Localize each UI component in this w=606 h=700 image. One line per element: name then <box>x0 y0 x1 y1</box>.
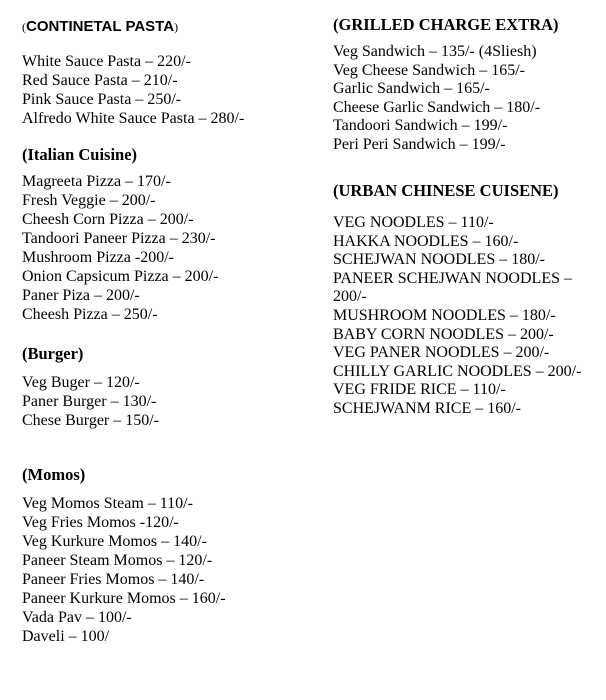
menu-item: Magreeta Pizza – 170/- <box>22 173 171 190</box>
item-list <box>22 494 226 646</box>
menu-item: Tandoori Paneer Pizza – 230/- <box>22 230 216 247</box>
menu-item: BABY CORN NOODLES – 200/- <box>333 325 554 343</box>
item-list <box>22 52 244 128</box>
menu-item: Cheese Garlic Sandwich – 180/- <box>333 98 541 116</box>
menu-item: Fresh Veggie – 200/- <box>22 192 156 209</box>
menu-item: Veg Sandwich – 135/- (4Sliesh) <box>333 43 537 60</box>
menu-item: Veg Buger – 120/- <box>22 374 140 391</box>
section-grilled <box>333 15 559 155</box>
item-list <box>333 214 595 419</box>
menu-item: Cheesh Corn Pizza – 200/- <box>22 211 194 228</box>
section-heading: (URBAN CHINESE CUISENE) <box>333 181 559 200</box>
item-list <box>22 172 218 324</box>
section-heading: (CONTINETAL PASTA) <box>22 18 179 35</box>
menu-item: Tandoori Sandwich – 199/- <box>333 117 508 135</box>
section-urban-chinese <box>333 181 595 419</box>
section-heading: (Burger) <box>22 344 84 363</box>
menu-item: VEG PANER NOODLES – 200/- <box>333 344 550 362</box>
section-italian-cuisine <box>22 145 218 324</box>
menu-item: Peri Peri Sandwich – 199/- <box>333 135 506 153</box>
menu-item: PANEER SCHEJWAN NOODLES – 200/- <box>333 269 572 306</box>
menu-item: Paner Piza – 200/- <box>22 287 140 304</box>
menu-item: Red Sauce Pasta – 210/- <box>22 72 178 89</box>
menu-item: Alfredo White Sauce Pasta – 280/- <box>22 110 245 127</box>
menu-item: HAKKA NOODLES – 160/- <box>333 232 519 250</box>
item-list <box>333 43 559 155</box>
heading-text: CONTINETAL PASTA <box>26 18 175 35</box>
menu-item: CHILLY GARLIC NOODLES – 200/- <box>333 362 582 380</box>
menu-item: Garlic Sandwich – 165/- <box>333 80 490 98</box>
menu-item: Paneer Steam Momos – 120/- <box>22 552 213 569</box>
menu-item: Veg Cheese Sandwich – 165/- <box>333 61 525 79</box>
item-list <box>22 373 159 430</box>
menu-item: Daveli – 100/ <box>22 628 110 645</box>
menu-item: Veg Momos Steam – 110/- <box>22 495 193 512</box>
menu-item: Chese Burger – 150/- <box>22 412 160 429</box>
section-heading: (GRILLED CHARGE EXTRA) <box>333 15 559 34</box>
section-heading: (Momos) <box>22 465 86 484</box>
menu-item: SCHEJWAN NOODLES – 180/- <box>333 251 545 269</box>
section-burger <box>22 344 159 430</box>
section-continental-pasta <box>22 17 244 128</box>
menu-item: VEG FRIDE RICE – 110/- <box>333 381 506 399</box>
menu-item: Mushroom Pizza -200/- <box>22 249 174 266</box>
menu-item: MUSHROOM NOODLES – 180/- <box>333 306 556 324</box>
menu-item: Veg Fries Momos -120/- <box>22 514 179 531</box>
menu-item: White Sauce Pasta – 220/- <box>22 53 191 70</box>
menu-item: Veg Kurkure Momos – 140/- <box>22 533 207 550</box>
menu-item: Paneer Kurkure Momos – 160/- <box>22 590 226 607</box>
menu-item: Onion Capsicum Pizza – 200/- <box>22 268 219 285</box>
menu-item: Pink Sauce Pasta – 250/- <box>22 91 182 108</box>
menu-item: Paneer Fries Momos – 140/- <box>22 571 205 588</box>
menu-item: SCHEJWANM RICE – 160/- <box>333 399 522 417</box>
menu-item: Paner Burger – 130/- <box>22 393 157 410</box>
menu-item: Cheesh Pizza – 250/- <box>22 306 158 323</box>
menu-item: Vada Pav – 100/- <box>22 609 132 626</box>
menu-item: VEG NOODLES – 110/- <box>333 214 494 231</box>
section-heading: (Italian Cuisine) <box>22 145 138 164</box>
section-momos <box>22 465 226 646</box>
